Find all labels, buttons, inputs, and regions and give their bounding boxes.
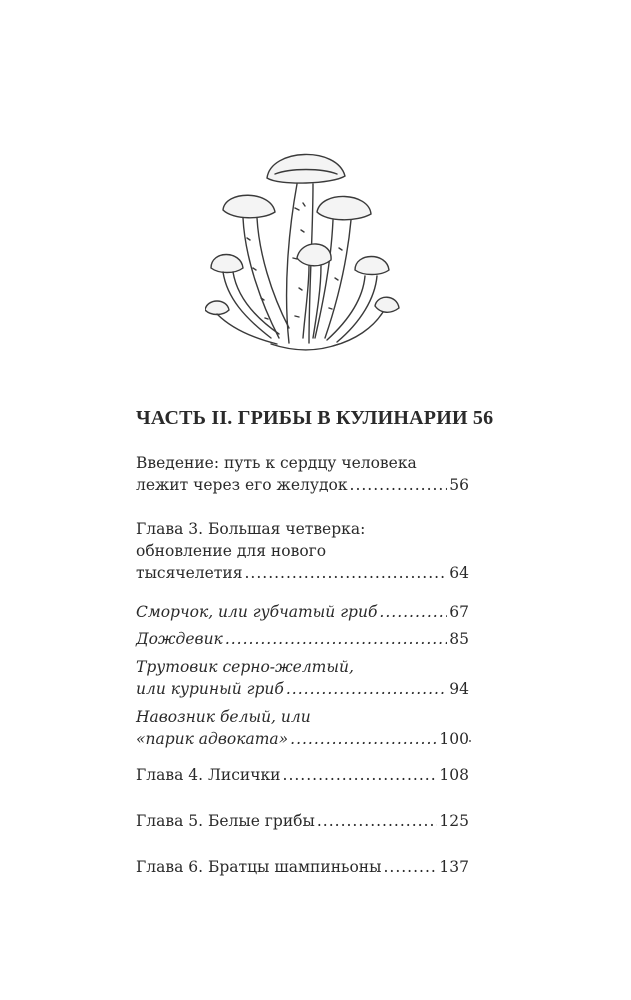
toc-entry-line: Дождевик [136,630,223,648]
page-number: 100 [439,730,469,748]
page-number: 64 [449,564,469,582]
toc-entry-line: лежит через его желудок [136,476,348,494]
toc-entry-line: или куриный гриб [136,680,284,698]
toc-entry-chapter-3[interactable] [136,518,469,584]
page-number: 94 [449,680,469,698]
toc-entry-chapter-6[interactable] [136,856,469,878]
dot-leader [245,562,448,584]
dot-leader [317,810,438,832]
toc-entry-line: Глава 6. Братцы шампиньоны [136,858,382,876]
toc-entry-chapter-4[interactable] [136,764,469,786]
dot-leader [283,764,438,786]
toc-entry-line: «парик адвоката» [136,730,289,748]
toc-entry-line: Навозник белый, или [136,708,311,726]
toc-entry-line: тысячелетия [136,564,243,582]
mushroom-cluster-icon [205,138,405,358]
decorative-dot [469,740,471,742]
dot-leader [379,601,447,623]
toc-entry-line: Глава 4. Лисички [136,766,281,784]
toc-entry-sulphur-shelf[interactable] [136,656,469,700]
dot-leader [290,728,437,750]
dot-leader [383,856,437,878]
page-number: 125 [439,812,469,830]
dot-leader [225,628,447,650]
toc-entry-line: Трутовик серно-желтый, [136,658,354,676]
toc-entry-line: Введение: путь к сердцу человека [136,454,417,472]
toc-entry-line: Глава 3. Большая четверка: [136,520,366,538]
page-number: 67 [449,603,469,621]
toc-entry-line: обновление для нового [136,542,327,560]
dot-leader [286,678,447,700]
part-heading: ЧАСТЬ II. ГРИБЫ В КУЛИНАРИИ 56 [136,407,494,429]
page-number: 85 [449,630,469,648]
toc-entry-chapter-5[interactable] [136,810,469,832]
toc-entry-morel[interactable] [136,601,469,623]
page-number: 108 [439,766,469,784]
toc-entry-puffball[interactable] [136,628,469,650]
toc-entry-line: Сморчок, или губчатый гриб [136,603,378,621]
toc-entry-line: Глава 5. Белые грибы [136,812,315,830]
page-number: 137 [439,858,469,876]
toc-entry-shaggy-ink-cap[interactable] [136,706,469,750]
dot-leader [350,474,448,496]
toc-entry-introduction[interactable] [136,452,469,496]
page-number: 56 [449,476,469,494]
